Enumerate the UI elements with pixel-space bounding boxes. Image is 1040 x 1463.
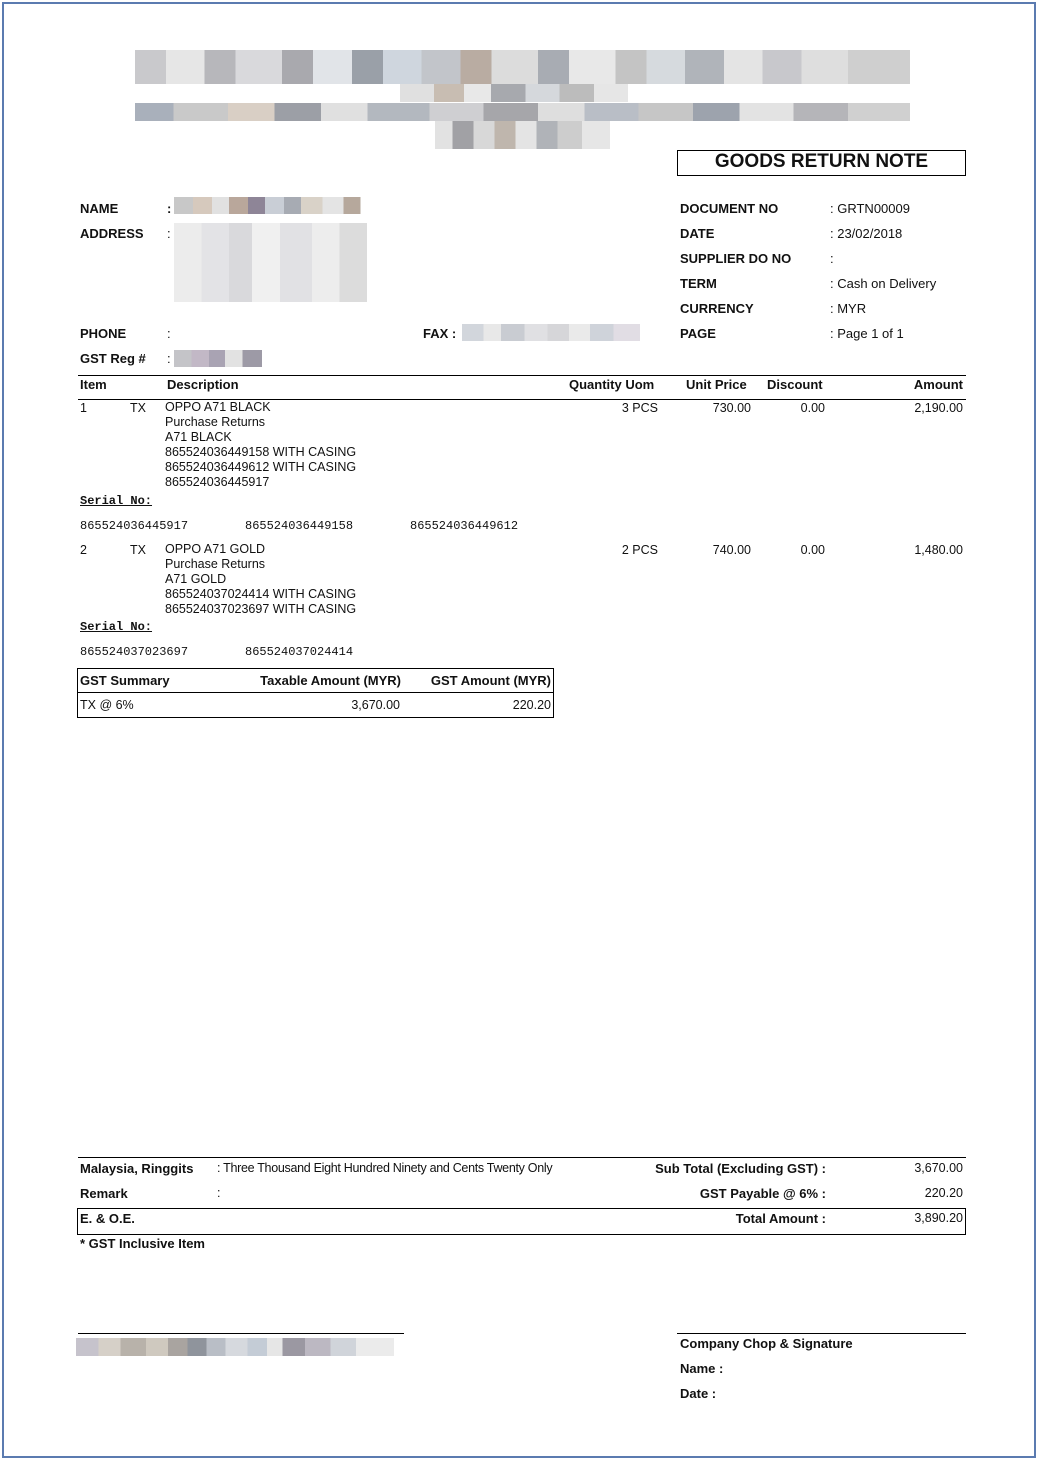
serial-number: 865524037023697	[80, 645, 189, 659]
currency-label: CURRENCY	[680, 301, 754, 316]
gst-taxable-header: Taxable Amount (MYR)	[260, 673, 401, 688]
table-row-desc-line: A71 GOLD	[165, 572, 227, 586]
table-row-desc-line: Purchase Returns	[165, 415, 266, 429]
serial-number: 865524036445917	[80, 519, 189, 533]
gst-summary-header: GST Summary	[80, 673, 170, 688]
term-label: TERM	[680, 276, 717, 291]
fax-label: FAX :	[423, 326, 457, 341]
table-row-discount: 0.00	[800, 401, 825, 415]
col-unit-price-header: Unit Price	[686, 377, 747, 392]
table-row-item-no: 1	[80, 401, 87, 415]
table-row-qty: 2 PCS	[621, 543, 658, 557]
col-item-header: Item	[80, 377, 107, 392]
table-row-amount: 1,480.00	[914, 543, 963, 557]
totals-top-rule	[78, 1157, 966, 1158]
name-label: NAME	[80, 201, 119, 216]
redacted-company-contact	[435, 121, 610, 149]
company-chop-label: Company Chop & Signature	[680, 1336, 853, 1351]
col-discount-header: Discount	[767, 377, 823, 392]
serial-number: 865524037024414	[245, 645, 354, 659]
name-colon: :	[167, 201, 172, 216]
redacted-company-signature-name	[76, 1338, 394, 1356]
signature-date-label: Date :	[680, 1386, 717, 1401]
ringgit-words-value: : Three Thousand Eight Hundred Ninety and Cents Twenty Only	[217, 1161, 553, 1175]
page-label: PAGE	[680, 326, 716, 341]
table-row-desc-line: Purchase Returns	[165, 557, 266, 571]
table-row-desc-line: 865524036445917	[165, 475, 270, 489]
table-top-rule	[78, 375, 966, 376]
table-row-desc-line: 865524037023697 WITH CASING	[165, 602, 357, 616]
col-description-header: Description	[167, 377, 239, 392]
total-amount-box	[77, 1208, 966, 1235]
remark-value: :	[217, 1186, 221, 1200]
serial-number: 865524036449612	[410, 519, 519, 533]
col-qty-uom-header: Quantity Uom	[569, 377, 655, 392]
currency-value: : MYR	[830, 301, 867, 316]
subtotal-value: 3,670.00	[914, 1161, 963, 1175]
serial-label: Serial No:	[80, 620, 153, 634]
table-row-qty: 3 PCS	[621, 401, 658, 415]
phone-colon: :	[167, 326, 171, 341]
table-row-unit-price: 740.00	[712, 543, 751, 557]
table-row-tax-code: TX	[130, 543, 146, 557]
date-value: : 23/02/2018	[830, 226, 903, 241]
serial-number: 865524036449158	[245, 519, 354, 533]
col-amount-header: Amount	[913, 377, 963, 392]
left-signature-rule	[78, 1333, 404, 1334]
table-row-item-no: 2	[80, 543, 87, 557]
document-no-value: : GRTN00009	[830, 201, 910, 216]
table-row-desc-line: 865524036449612 WITH CASING	[165, 460, 357, 474]
gst-amount-header: GST Amount (MYR)	[430, 673, 551, 688]
redacted-company-address-2	[135, 103, 910, 121]
gst-inclusive-note: * GST Inclusive Item	[80, 1236, 205, 1251]
eoe-label: E. & O.E.	[80, 1211, 135, 1226]
address-colon: :	[167, 226, 171, 241]
document-no-label: DOCUMENT NO	[680, 201, 779, 216]
document-title: GOODS RETURN NOTE	[714, 151, 929, 172]
table-row-unit-price: 730.00	[712, 401, 751, 415]
table-row-amount: 2,190.00	[914, 401, 963, 415]
redacted-company-name	[135, 50, 910, 84]
table-row-desc-line: 865524037024414 WITH CASING	[165, 587, 357, 601]
redacted-address	[174, 214, 404, 302]
right-signature-rule	[677, 1333, 966, 1334]
term-value: : Cash on Delivery	[830, 276, 937, 291]
ringgit-words-label: Malaysia, Ringgits	[80, 1161, 194, 1176]
date-label: DATE	[680, 226, 715, 241]
total-amount-label: Total Amount :	[735, 1211, 826, 1226]
gst-summary-taxable: 3,670.00	[351, 698, 400, 712]
page-value: : Page 1 of 1	[830, 326, 904, 341]
gst-payable-label: GST Payable @ 6% :	[699, 1186, 826, 1201]
remark-label: Remark	[80, 1186, 128, 1201]
supplier-do-label: SUPPLIER DO NO	[680, 251, 792, 266]
redacted-company-address	[400, 84, 628, 102]
table-row-desc-line: OPPO A71 BLACK	[165, 400, 271, 414]
gst-summary-gst: 220.20	[512, 698, 551, 712]
gst-summary-code: TX @ 6%	[80, 698, 134, 712]
supplier-do-value: :	[830, 251, 834, 266]
redacted-gst-reg	[174, 350, 262, 367]
gst-payable-value: 220.20	[924, 1186, 963, 1200]
table-row-discount: 0.00	[800, 543, 825, 557]
gst-reg-label: GST Reg #	[80, 351, 146, 366]
table-row-desc-line: A71 BLACK	[165, 430, 232, 444]
redacted-name	[174, 197, 386, 214]
gst-summary-header-rule	[77, 692, 554, 693]
table-row-tax-code: TX	[130, 401, 146, 415]
serial-label: Serial No:	[80, 494, 153, 508]
phone-label: PHONE	[80, 326, 127, 341]
table-row-desc-line: 865524036449158 WITH CASING	[165, 445, 357, 459]
signature-name-label: Name :	[680, 1361, 724, 1376]
table-row-desc-line: OPPO A71 GOLD	[165, 542, 266, 556]
subtotal-label: Sub Total (Excluding GST) :	[655, 1161, 826, 1176]
gst-reg-colon: :	[167, 351, 171, 366]
address-label: ADDRESS	[80, 226, 144, 241]
total-amount-value: 3,890.20	[914, 1211, 963, 1225]
redacted-fax	[462, 324, 640, 341]
